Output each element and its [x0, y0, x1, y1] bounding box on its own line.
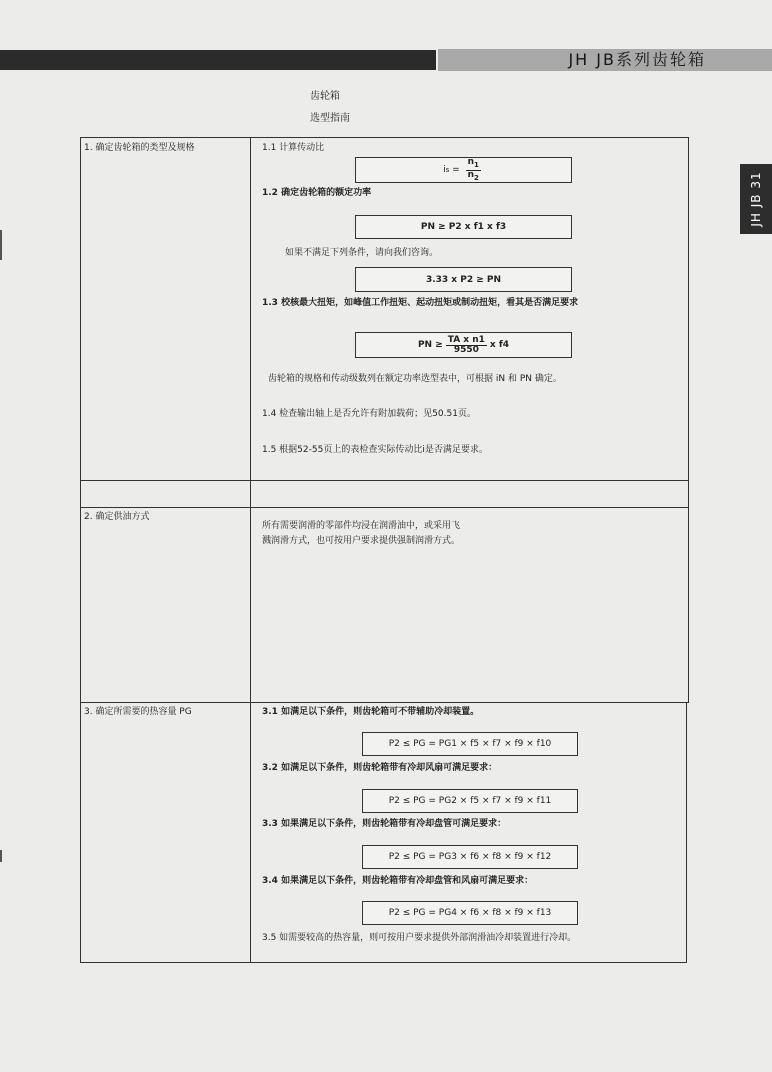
table-border	[80, 480, 689, 481]
formula-ratio	[355, 157, 572, 183]
fraction-denominator: $n_2$	[467, 169, 479, 182]
formula-heat-2: P2 ≤ PG = PG2 × f5 × f7 × f9 × f11	[362, 789, 578, 813]
formula-heat-1: P2 ≤ PG = PG1 × f5 × f7 × f9 × f10	[362, 732, 578, 756]
step-heading: 3.3 如果满足以下条件，则齿轮箱带有冷却盘管可满足要求：	[262, 819, 507, 829]
step-heading: 1.3 校核最大扭矩，如峰值工作扭矩、起动扭矩或制动扭矩，看其是否满足要求	[262, 298, 579, 308]
formula-heat-4: P2 ≤ PG = PG4 × f6 × f8 × f9 × f13	[362, 901, 578, 925]
table-border	[80, 137, 689, 138]
fraction-numerator: $n_1$	[467, 156, 479, 169]
formula-power: PN ≥ P2 x f1 x f3	[355, 215, 572, 239]
note-text: 如果不满足下列条件，请向我们咨询。	[285, 248, 439, 258]
paragraph: 齿轮箱的规格和传动级数列在额定功率选型表中，可根据 iN 和 PN 确定。	[268, 374, 562, 384]
margin-mark	[0, 850, 2, 862]
formula-fraction	[446, 336, 487, 355]
side-tab-label: JH JB 31	[749, 171, 763, 227]
table-border	[80, 507, 689, 508]
table-border	[80, 702, 689, 703]
paragraph: 溅润滑方式，也可按用户要求提供强制润滑方式。	[262, 536, 461, 546]
header-title: JH JB系列齿轮箱	[568, 50, 706, 69]
formula-lhs: i	[443, 165, 446, 175]
step-heading: 3.2 如满足以下条件，则齿轮箱带有冷却风扇可满足要求：	[262, 763, 498, 773]
step-text: 1.5 根据52-55页上的表检查实际传动比i是否满足要求。	[262, 445, 488, 455]
formula-rhs: x f4	[489, 340, 510, 350]
step-heading: 3.1 如满足以下条件，则齿轮箱可不带辅助冷却装置。	[262, 707, 480, 717]
doc-title: 齿轮箱	[310, 91, 340, 102]
formula-eq: =	[449, 165, 463, 175]
step-heading: 1.2 确定齿轮箱的额定功率	[262, 188, 372, 198]
table-border	[80, 137, 81, 963]
doc-subtitle: 选型指南	[310, 113, 350, 124]
fraction-denominator: 9550	[453, 344, 479, 355]
step-heading: 1.1 计算传动比	[262, 143, 325, 153]
step-text: 3.5 如需要较高的热容量，则可按用户要求提供外部润滑油冷却装置进行冷却。	[262, 933, 577, 943]
formula-check: 3.33 x P2 ≥ PN	[355, 267, 572, 292]
formula-lhs: PN ≥	[417, 340, 443, 350]
section-label: 1. 确定齿轮箱的类型及规格	[84, 143, 195, 153]
section-label: 3. 确定所需要的热容量 PG	[84, 707, 192, 717]
step-text: 1.4 检查输出轴上是否允许有附加载荷；见50.51页。	[262, 409, 476, 419]
paragraph: 所有需要润滑的零部件均浸在润滑油中，或采用飞	[262, 521, 461, 531]
step-heading: 3.4 如果满足以下条件，则齿轮箱带有冷却盘管和风扇可满足要求：	[262, 876, 534, 886]
table-border	[686, 702, 687, 963]
section-label: 2. 确定供油方式	[84, 512, 150, 522]
table-border	[250, 137, 251, 963]
margin-mark	[0, 230, 2, 260]
formula-fraction	[466, 158, 481, 183]
table-border	[688, 137, 689, 703]
formula-sub: s	[445, 166, 450, 174]
fraction-numerator: TA x n1	[447, 334, 485, 345]
header-dark-band	[0, 50, 436, 70]
formula-torque	[355, 332, 572, 358]
side-tab	[740, 164, 772, 234]
formula-heat-3: P2 ≤ PG = PG3 × f6 × f8 × f9 × f12	[362, 845, 578, 869]
table-border	[80, 962, 687, 963]
